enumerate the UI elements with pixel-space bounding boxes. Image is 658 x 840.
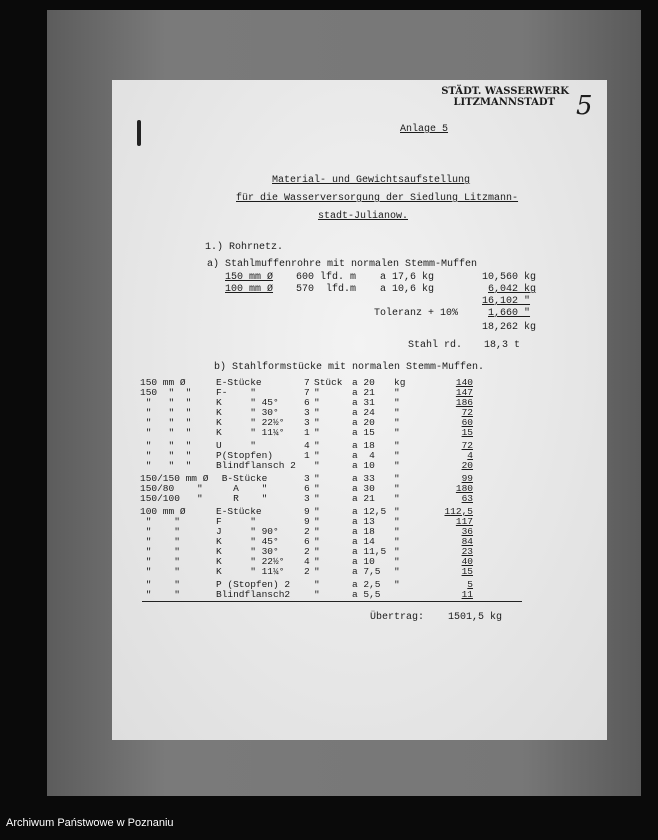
fitting-unit: " [314, 473, 320, 484]
title-line2: für die Wasserversorgung der Siedlung Litzmann- [236, 193, 519, 204]
fitting-rate-unit: " [394, 387, 400, 398]
fitting-size: 150 mm Ø [140, 377, 186, 388]
pipe-dia: 150 mm Ø [225, 272, 274, 283]
fitting-qty: 4 [304, 440, 310, 451]
fitting-type: Blindflansch2 [216, 589, 291, 600]
subtotal: 16,102 " [482, 296, 531, 307]
carry-label: Übertrag: [370, 612, 425, 623]
fitting-unit: Stück [314, 377, 343, 388]
fitting-size: " " " [140, 417, 192, 428]
fitting-rate-unit: " [394, 493, 400, 504]
fitting-qty: 1 [304, 427, 310, 438]
pipe-rate: a 10,6 kg [380, 284, 435, 295]
fitting-rate-unit: " [394, 407, 400, 418]
fitting-rate: a 7,5 [352, 566, 381, 577]
fitting-rate: a 12,5 [352, 506, 387, 517]
fitting-qty: 2 [304, 526, 310, 537]
fitting-rate: a 20 [352, 417, 375, 428]
fitting-total: 112,5 [444, 506, 473, 517]
fitting-qty: 7 [304, 387, 310, 398]
fitting-type: R " [216, 493, 268, 504]
fitting-rate-unit: " [394, 556, 400, 567]
fitting-rate: a 21 [352, 493, 375, 504]
tolerance-label: Toleranz + 10% [374, 308, 459, 319]
fitting-rate-unit: " [394, 536, 400, 547]
fitting-total: 15 [461, 427, 473, 438]
fitting-rate-unit: " [394, 526, 400, 537]
fitting-size: " " " [140, 407, 192, 418]
fitting-qty: 4 [304, 556, 310, 567]
fitting-size: " " " [140, 460, 192, 471]
fitting-unit: " [314, 506, 320, 517]
fitting-rate: a 4 [352, 450, 375, 461]
pipe-total: 10,560 kg [482, 272, 537, 283]
fitting-total: 4 [467, 450, 473, 461]
fitting-type: K " 30° [216, 546, 279, 557]
fitting-qty: 9 [304, 506, 310, 517]
pipe-length: 570 lfd.m [296, 284, 357, 295]
section-heading: 1.) Rohrnetz. [205, 242, 284, 253]
document-page [112, 80, 607, 740]
fitting-total: 180 [455, 483, 473, 494]
fitting-type: K " 45° [216, 536, 279, 547]
fitting-size: 150 " " [140, 387, 192, 398]
stamp-line2: LITZMANNSTADT [453, 97, 555, 108]
fitting-size: " " [140, 536, 180, 547]
fitting-total: 72 [461, 440, 473, 451]
fitting-size: 150/150 mm Ø [140, 473, 209, 484]
fitting-type: K " 11¼° [216, 566, 285, 577]
fitting-rate: a 31 [352, 397, 375, 408]
fitting-type: K " 22½° [216, 556, 285, 567]
fitting-unit: " [314, 440, 320, 451]
fitting-row [112, 428, 607, 438]
fitting-rate-unit: " [394, 417, 400, 428]
fitting-rate-unit: kg [394, 377, 406, 388]
fitting-qty: 3 [304, 407, 310, 418]
fitting-total: 11 [461, 589, 473, 600]
fitting-rate-unit: " [394, 427, 400, 438]
fitting-rate: a 20 [352, 377, 375, 388]
page-number: 5 [576, 91, 593, 121]
fitting-total: 36 [461, 526, 473, 537]
part-b-heading: b) Stahlformstücke mit normalen Stemm-Muffen. [214, 362, 485, 373]
fitting-size: " " [140, 566, 180, 577]
fitting-type: Blindflansch 2 [216, 460, 296, 471]
fitting-total: 117 [455, 516, 473, 527]
fitting-qty: 3 [304, 417, 310, 428]
fitting-rate: a 33 [352, 473, 375, 484]
fitting-unit: " [314, 546, 320, 557]
fitting-total: 63 [461, 493, 473, 504]
fitting-total: 84 [461, 536, 473, 547]
fitting-rate-unit: " [394, 506, 400, 517]
fitting-type: F- " [216, 387, 256, 398]
fitting-qty: 7 [304, 377, 310, 388]
fitting-qty: 2 [304, 546, 310, 557]
fitting-unit: " [314, 589, 320, 600]
fitting-type: E-Stücke [216, 377, 262, 388]
fitting-unit: " [314, 427, 320, 438]
fitting-type: P(Stopfen) [216, 450, 274, 461]
fitting-size: 150/100 " [140, 493, 203, 504]
fitting-size: " " [140, 589, 180, 600]
fitting-total: 20 [461, 460, 473, 471]
fitting-size: " " [140, 516, 180, 527]
fitting-rate: a 5,5 [352, 589, 381, 600]
steel-value: 18,3 t [484, 340, 521, 351]
fitting-rate: a 13 [352, 516, 375, 527]
fitting-type: K " 22½° [216, 417, 285, 428]
fitting-total: 15 [461, 566, 473, 577]
fitting-size: " " [140, 526, 180, 537]
fitting-rate-unit: " [394, 483, 400, 494]
pipe-dia: 100 mm Ø [225, 284, 274, 295]
fitting-type: K " 11¼° [216, 427, 285, 438]
fitting-unit: " [314, 417, 320, 428]
fitting-rate: a 10 [352, 460, 375, 471]
fitting-unit: " [314, 460, 320, 471]
fitting-qty: 6 [304, 536, 310, 547]
pipe-rate: a 17,6 kg [380, 272, 435, 283]
fitting-rate-unit: " [394, 546, 400, 557]
fitting-unit: " [314, 556, 320, 567]
fitting-unit: " [314, 397, 320, 408]
stamp-line1: STÄDT. WASSERWERK [441, 86, 569, 97]
divider-line [142, 601, 522, 602]
fitting-unit: " [314, 516, 320, 527]
fitting-rate: a 18 [352, 440, 375, 451]
fitting-type: B-Stücke [216, 473, 268, 484]
fitting-rate: a 18 [352, 526, 375, 537]
fitting-row [112, 567, 607, 577]
fitting-unit: " [314, 407, 320, 418]
fitting-qty: 2 [304, 566, 310, 577]
fitting-type: F " [216, 516, 256, 527]
fitting-rate-unit: " [394, 440, 400, 451]
fitting-rate: a 11,5 [352, 546, 387, 557]
fitting-qty: 3 [304, 473, 310, 484]
fitting-rate: a 2,5 [352, 579, 381, 590]
title-line3: stadt-Julianow. [318, 211, 409, 222]
fitting-rate-unit: " [394, 450, 400, 461]
annex-label: Anlage 5 [400, 124, 449, 135]
fitting-row [112, 461, 607, 471]
fitting-size: " " [140, 556, 180, 567]
fitting-rate: a 30 [352, 483, 375, 494]
fitting-rate: a 15 [352, 427, 375, 438]
fitting-type: P (Stopfen) 2 [216, 579, 291, 590]
archive-footer: Archiwum Państwowe w Poznaniu [6, 817, 174, 829]
pipe-total: 6,042 kg [488, 284, 537, 295]
fitting-size: 150/80 " [140, 483, 203, 494]
part-a-heading: a) Stahlmuffenrohre mit normalen Stemm-Muffen [207, 259, 478, 270]
fitting-unit: " [314, 566, 320, 577]
pipe-length: 600 lfd. m [296, 272, 357, 283]
fitting-total: 140 [455, 377, 473, 388]
fitting-type: K " 30° [216, 407, 279, 418]
fitting-type: A " [216, 483, 268, 494]
fitting-unit: " [314, 536, 320, 547]
fitting-unit: " [314, 483, 320, 494]
fitting-total: 147 [455, 387, 473, 398]
fitting-unit: " [314, 526, 320, 537]
fitting-size: " " " [140, 450, 192, 461]
fitting-unit: " [314, 450, 320, 461]
fitting-unit: " [314, 493, 320, 504]
fitting-size: " " [140, 546, 180, 557]
fitting-rate-unit: " [394, 516, 400, 527]
fitting-row [112, 494, 607, 504]
fitting-total: 40 [461, 556, 473, 567]
fitting-total: 186 [455, 397, 473, 408]
fitting-qty: 3 [304, 493, 310, 504]
fitting-qty: 6 [304, 483, 310, 494]
fitting-total: 99 [461, 473, 473, 484]
fitting-type: U " [216, 440, 256, 451]
fitting-rate-unit: " [394, 473, 400, 484]
fitting-type: K " 45° [216, 397, 279, 408]
fitting-size: " " " [140, 397, 192, 408]
fitting-size: " " " [140, 427, 192, 438]
fitting-total: 23 [461, 546, 473, 557]
fitting-rate-unit: " [394, 397, 400, 408]
fitting-total: 5 [467, 579, 473, 590]
fitting-rate-unit: " [394, 460, 400, 471]
fitting-qty: 9 [304, 516, 310, 527]
carry-total: 1501,5 kg [448, 612, 503, 623]
fitting-rate: a 24 [352, 407, 375, 418]
fitting-rate: a 10 [352, 556, 375, 567]
steel-label: Stahl rd. [408, 340, 463, 351]
sum-total: 18,262 kg [482, 322, 537, 333]
fitting-qty: 6 [304, 397, 310, 408]
fitting-rate: a 21 [352, 387, 375, 398]
fitting-rate-unit: " [394, 566, 400, 577]
stamp [441, 86, 569, 108]
fitting-size: " " " [140, 440, 192, 451]
fitting-size: 100 mm Ø [140, 506, 186, 517]
fitting-qty: 1 [304, 450, 310, 461]
punch-mark [137, 120, 141, 146]
fitting-total: 72 [461, 407, 473, 418]
fitting-type: J " 90° [216, 526, 279, 537]
fitting-total: 60 [461, 417, 473, 428]
tolerance-value: 1,660 " [488, 308, 531, 319]
fitting-rate: a 14 [352, 536, 375, 547]
fitting-type: E-Stücke [216, 506, 262, 517]
fitting-unit: " [314, 579, 320, 590]
fitting-unit: " [314, 387, 320, 398]
fitting-size: " " [140, 579, 180, 590]
fitting-row [112, 590, 607, 600]
fitting-rate-unit: " [394, 579, 400, 590]
title-line1: Material- und Gewichtsaufstellung [272, 175, 471, 186]
